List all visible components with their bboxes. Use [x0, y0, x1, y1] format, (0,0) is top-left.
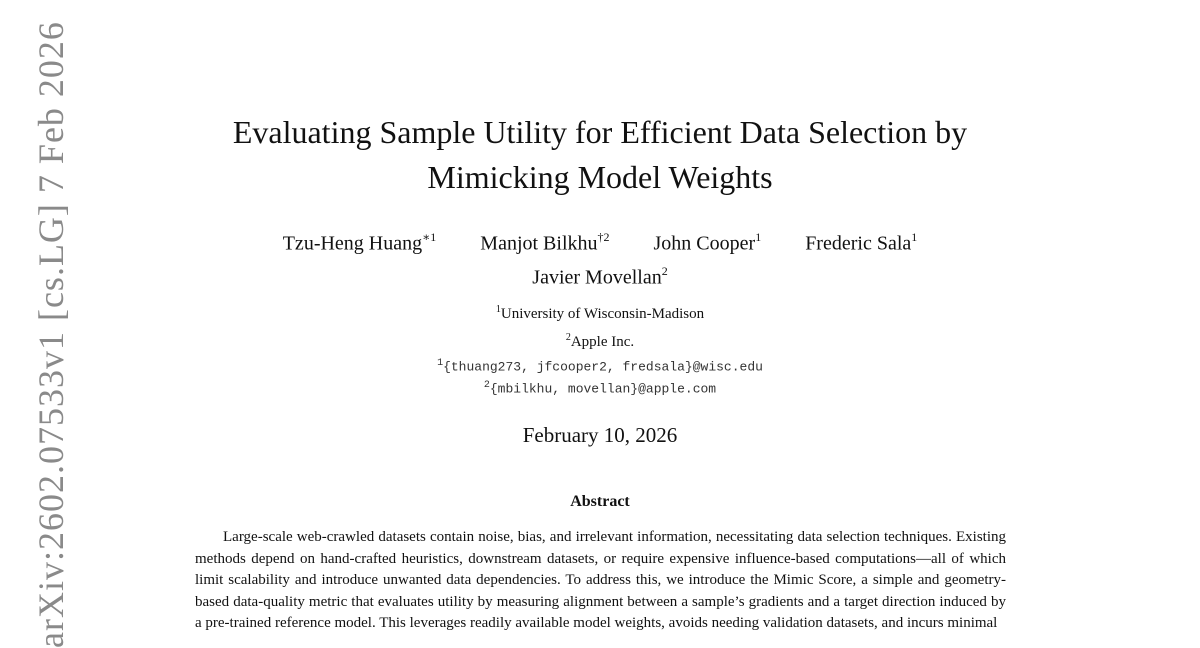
author-affil-mark: 1	[755, 230, 762, 244]
abstract-text: Large-scale web-crawled datasets contain noise, bias, and irrelevant information, necessitating data selection techniques. Existing methods depend on hand-crafted heuristics, downstream datasets, or require expensive influence-based computations—all of which limit scalability and introduce unwanted data dependencies. To address this, we introduce the Mimic Score, a simple and geometry-based data-quality metric that evaluates utility by measuring alignment between a sample’s gradients and a target direction induced by a pre-trained reference model. This leverages readily available model weights, avoids needing validation datasets, and incurs minimal	[195, 529, 1006, 631]
author-2	[480, 224, 609, 258]
affiliation-1	[160, 298, 1040, 326]
author-1	[283, 224, 437, 258]
publication-date: February 10, 2026	[522, 423, 678, 447]
author-name: Javier Movellan	[532, 266, 662, 289]
affiliation-list	[160, 298, 1040, 354]
author-list	[160, 224, 1040, 291]
email-text: {mbilkhu, movellan}@apple.com	[489, 381, 717, 397]
email-1	[160, 354, 1040, 376]
author-5	[532, 258, 667, 292]
author-affil-mark: ∗1	[422, 230, 437, 244]
author-affil-mark: †2	[597, 230, 610, 244]
abstract-heading: Abstract	[570, 493, 630, 510]
author-name: Tzu-Heng Huang	[282, 232, 423, 255]
arxiv-side-stamp: arXiv:2602.07533v1 [cs.LG] 7 Feb 2026	[31, 21, 71, 648]
email-mark: 2	[483, 380, 490, 392]
author-name: Manjot Bilkhu	[480, 232, 598, 255]
email-mark: 1	[437, 358, 444, 369]
author-3	[654, 224, 762, 258]
affiliation-mark: 2	[565, 332, 571, 343]
author-name: Frederic Sala	[805, 232, 912, 255]
affiliation-text: University of Wisconsin-Madison	[500, 306, 705, 322]
affiliation-mark: 1	[495, 304, 501, 315]
author-4	[805, 224, 917, 258]
paper-title: Evaluating Sample Utility for Efficient Data Selection by Mimicking Model Weights	[232, 114, 968, 195]
author-name: John Cooper	[653, 232, 756, 255]
affiliation-text: Apple Inc.	[570, 334, 635, 350]
email-2	[160, 376, 1040, 398]
affiliation-2	[160, 326, 1040, 354]
author-affil-mark: 2	[661, 263, 668, 278]
email-list	[160, 354, 1040, 399]
email-text: {thuang273, jfcooper2, fredsala}@wisc.edu	[443, 359, 763, 375]
author-affil-mark: 1	[911, 230, 918, 244]
